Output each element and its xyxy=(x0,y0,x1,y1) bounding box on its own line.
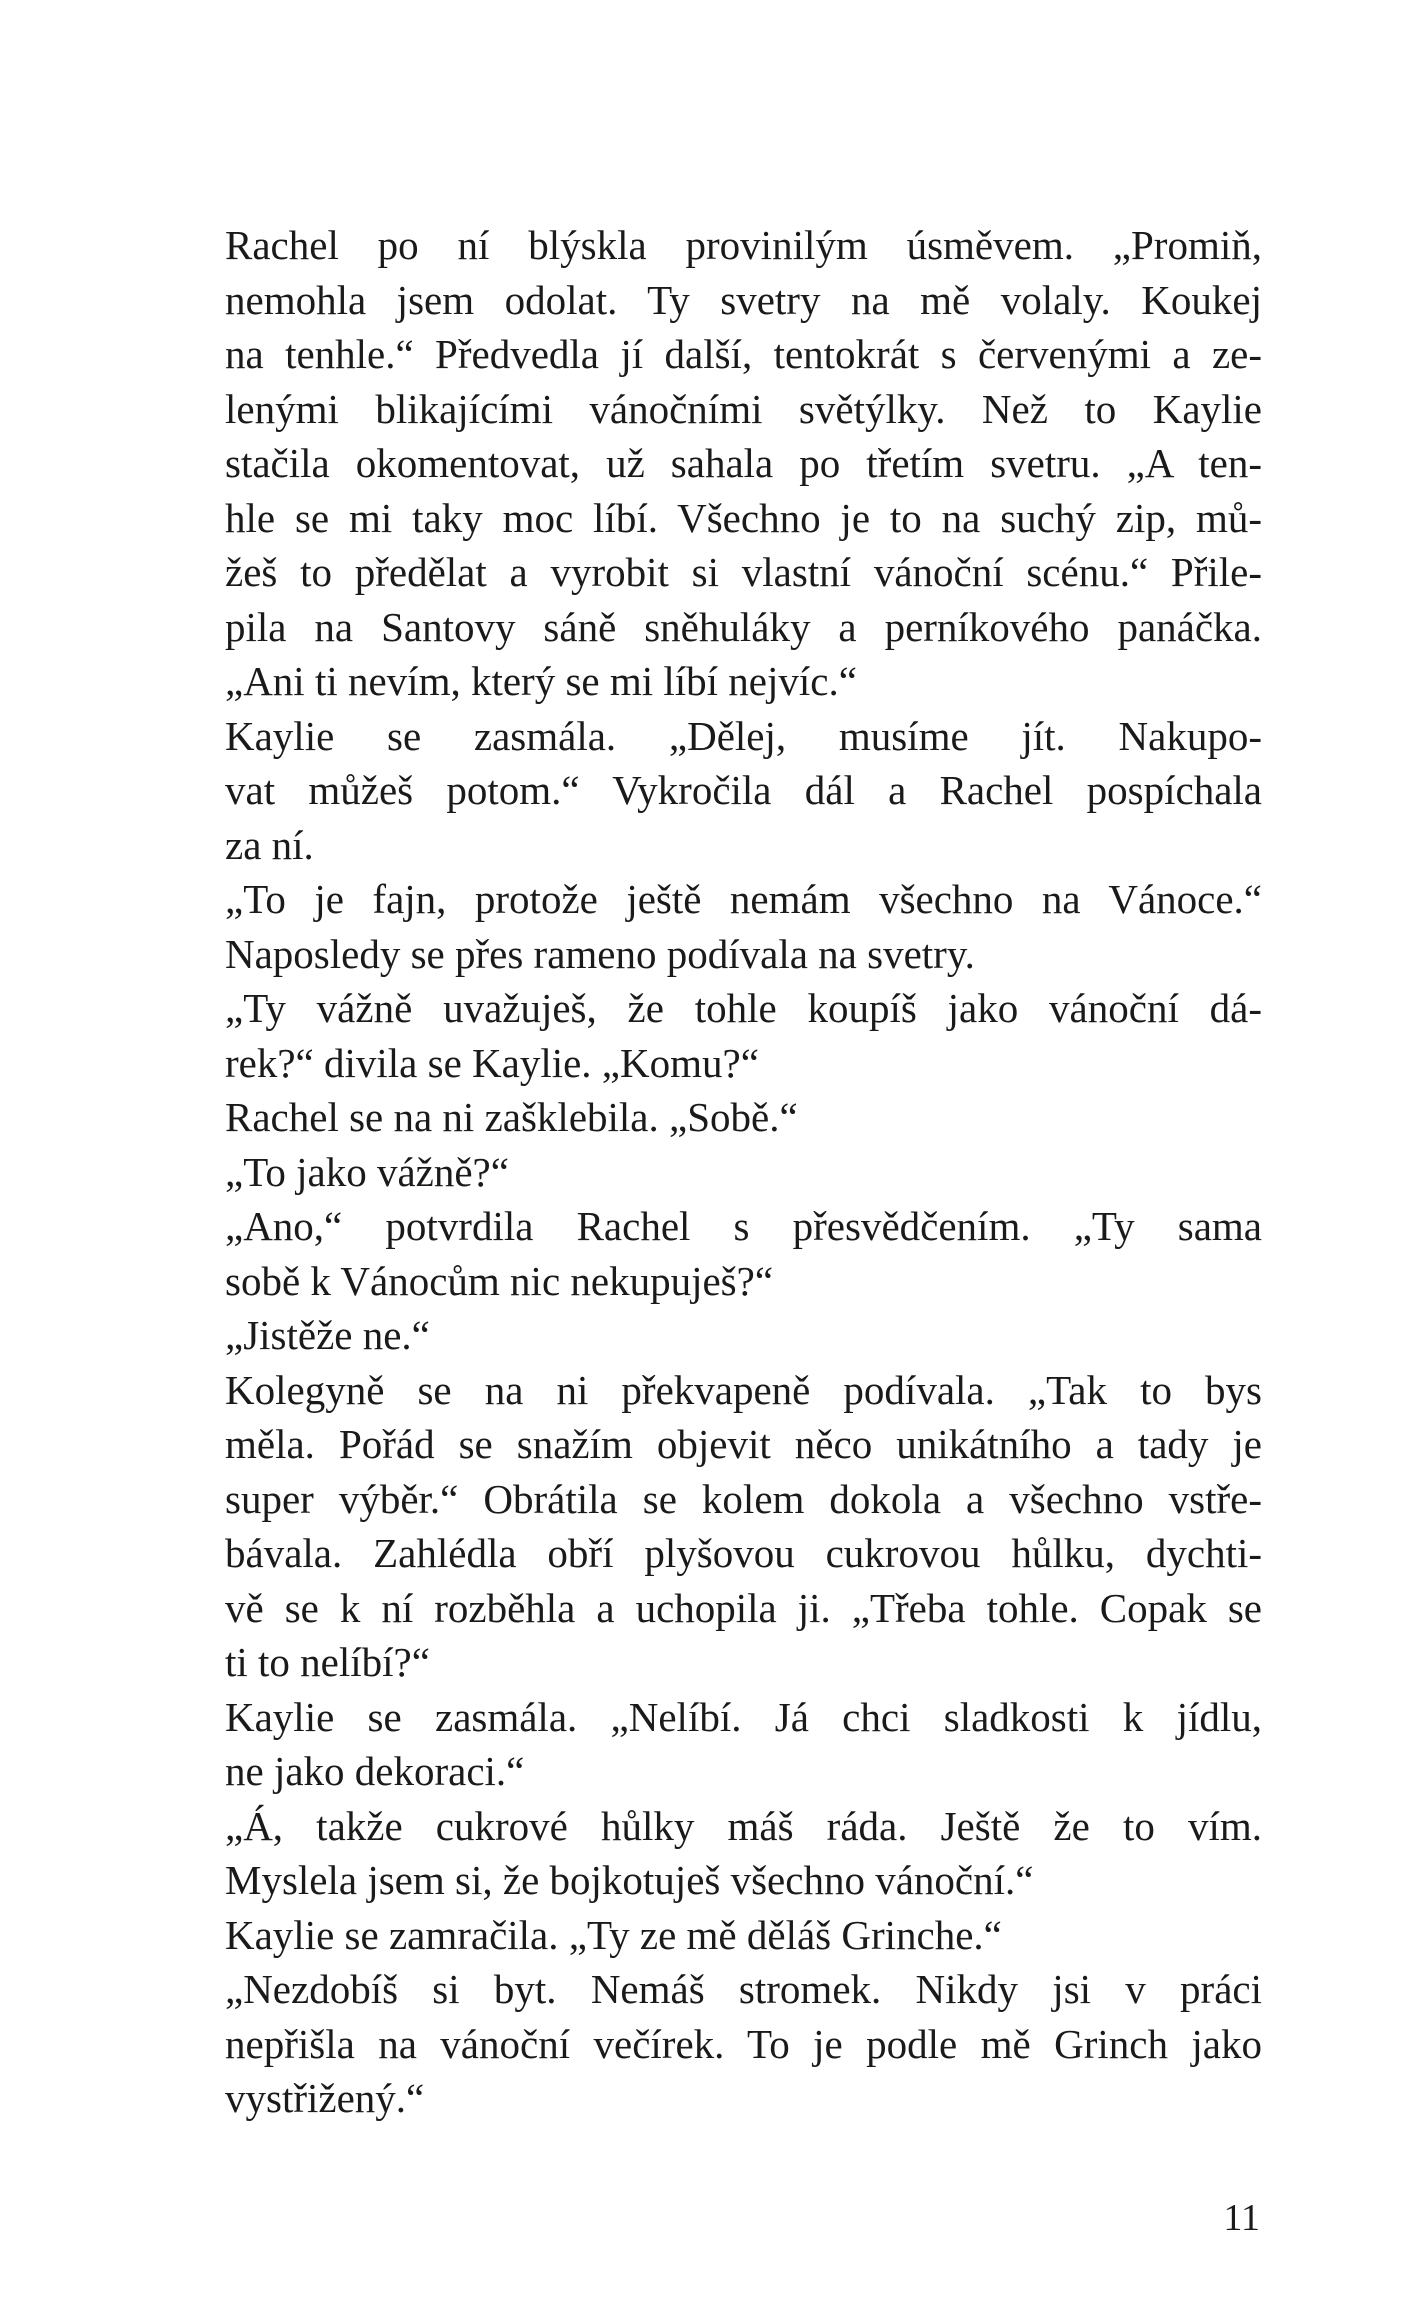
paragraph xyxy=(182,1363,1262,1690)
text-line: „Ani ti nevím, který se mi líbí nejvíc.“ xyxy=(225,658,857,704)
text-line: bávala. Zahlédla obří plyšovou cukrovou hůlku, dychti- xyxy=(225,1530,1262,1576)
paragraph xyxy=(182,1090,1262,1145)
text-line: nemohla jsem odolat. Ty svetry na mě volaly. Koukej xyxy=(225,276,1262,323)
text-line: Myslela jsem si, že bojkotuješ všechno vánoční.“ xyxy=(225,1857,1034,1903)
paragraph xyxy=(182,1308,1262,1363)
paragraph xyxy=(182,1962,1262,2126)
text-line: Naposledy se přes rameno podívala na svetry. xyxy=(225,930,975,977)
text-line: pila na Santovy sáně sněhuláky a perníkového panáčka. xyxy=(225,603,1262,650)
text-line: rek?“ divila se Kaylie. „Komu?“ xyxy=(225,1039,759,1086)
text-line: za ní. xyxy=(225,821,314,868)
paragraph xyxy=(182,1199,1262,1308)
text-line: vystřižený.“ xyxy=(225,2075,425,2121)
text-line: „To je fajn, protože ještě nemám všechno na Vánoce.“ xyxy=(225,876,1262,922)
text-line: Rachel se na ni zašklebila. „Sobě.“ xyxy=(225,1094,798,1140)
paragraph xyxy=(182,872,1262,981)
text-line: na tenhle.“ Předvedla jí další, tentokrát s červenými a ze- xyxy=(225,331,1262,377)
text-line: nepřišla na vánoční večírek. To je podle mě Grinch jako xyxy=(225,2020,1262,2067)
text-line: hle se mi taky moc líbí. Všechno je to na suchý zip, mů- xyxy=(225,494,1262,541)
text-line: vě se k ní rozběhla a uchopila ji. „Třeba tohle. Copak se xyxy=(225,1584,1262,1631)
body-text xyxy=(182,218,1262,2126)
text-line: Kaylie se zamračila. „Ty ze mě děláš Grinche.“ xyxy=(225,1911,1002,1958)
text-line: Kaylie se zasmála. „Dělej, musíme jít. Nakupo- xyxy=(225,712,1262,759)
paragraph xyxy=(182,709,1262,873)
paragraph xyxy=(182,1690,1262,1799)
text-line: sobě k Vánocům nic nekupuješ?“ xyxy=(225,1257,774,1304)
text-line: super výběr.“ Obrátila se kolem dokola a všechno vstře- xyxy=(225,1475,1262,1522)
text-line: stačila okomentovat, už sahala po třetím svetru. „A ten- xyxy=(225,440,1262,486)
text-line: „Ano,“ potvrdila Rachel s přesvědčením. „Ty sama xyxy=(225,1203,1262,1249)
paragraph xyxy=(182,1908,1262,1963)
text-line: „Á, takže cukrové hůlky máš ráda. Ještě že to vím. xyxy=(225,1802,1262,1849)
text-line: Rachel po ní blýskla provinilým úsměvem. „Promiň, xyxy=(225,222,1262,268)
text-line: Kaylie se zasmála. „Nelíbí. Já chci sladkosti k jídlu, xyxy=(225,1693,1262,1740)
text-line: žeš to předělat a vyrobit si vlastní vánoční scénu.“ Přile- xyxy=(225,549,1262,595)
text-line: ti to nelíbí?“ xyxy=(225,1639,430,1685)
text-line: vat můžeš potom.“ Vykročila dál a Rachel pospíchala xyxy=(225,767,1262,813)
text-line: ne jako dekoraci.“ xyxy=(225,1748,525,1794)
text-line: lenými blikajícími vánočními světýlky. Než to Kaylie xyxy=(225,385,1262,432)
text-line: „To jako vážně?“ xyxy=(225,1148,509,1195)
text-line: „Ty vážně uvažuješ, že tohle koupíš jako vánoční dá- xyxy=(225,985,1262,1031)
paragraph xyxy=(182,218,1262,709)
page-number: 11 xyxy=(1223,2197,1260,2239)
text-line: „Nezdobíš si byt. Nemáš stromek. Nikdy jsi v práci xyxy=(225,1966,1262,2012)
paragraph xyxy=(182,1799,1262,1908)
paragraph xyxy=(182,981,1262,1090)
text-line: Kolegyně se na ni překvapeně podívala. „Tak to bys xyxy=(225,1366,1262,1413)
text-line: „Jistěže ne.“ xyxy=(225,1312,430,1358)
text-line: měla. Pořád se snažím objevit něco unikátního a tady je xyxy=(225,1421,1262,1467)
paragraph xyxy=(182,1145,1262,1200)
